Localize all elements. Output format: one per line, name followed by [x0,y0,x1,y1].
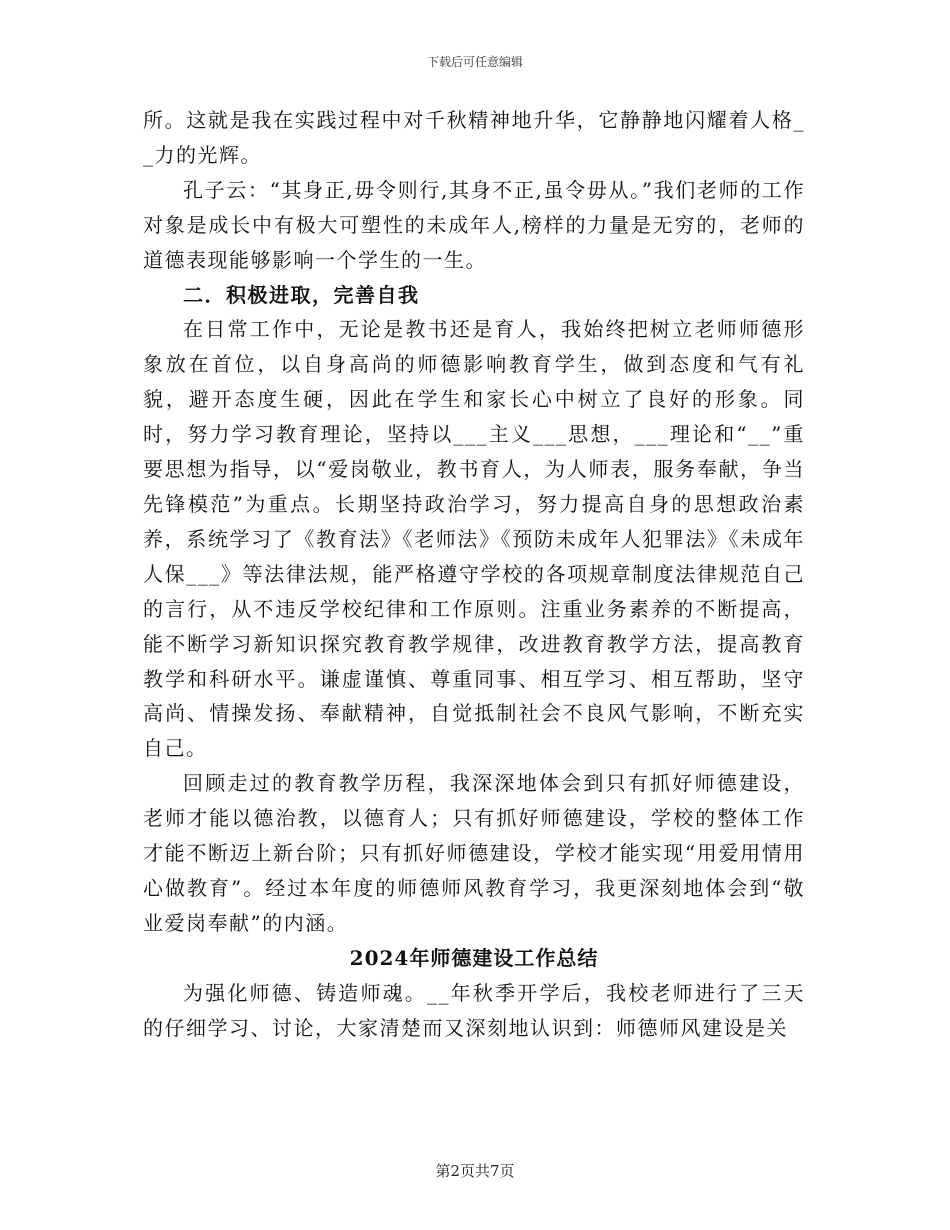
paragraph-5: 为强化师德、铸造师魂。__年秋季开学后，我校老师进行了三天的仔细学习、讨论，大家清楚而又深刻地认识到：师德师风建设是关 [143,980,805,1040]
paragraph-3: 在日常工作中，无论是教书还是育人，我始终把树立老师师德形象放在首位，以自身高尚的师德影响教育学生，做到态度和气有礼貌，避开态度生硬，因此在学生和家长心中树立了良好的形象。同时，努力学习教育理论，坚持以___主义___思想，___理论和“__”重要思想为指导，以“爱岗敬业，教书育人，为人师表，服务奉献，争当先锋模范”为重点。长期坚持政治学习，努力提高自身的思想政治素养，系统学习了《教育法》《老师法》《预防未成年人犯罪法》《未成年人保___》等法律法规，能严格遵守学校的各项规章制度法律规范自己的言行，从不违反学校纪律和工作原则。注重业务素养的不断提高，能不断学习新知识探究教育教学规律，改进教育教学方法，提高教育教学和科研水平。谦虚谨慎、尊重同事、相互学习、相互帮助，坚守高尚、情操发扬、奉献精神，自觉抵制社会不良风气影响，不断充实自己。 [143,317,805,761]
document-body [143,103,805,1045]
page-footer: 第2页共7页 [435,1162,515,1180]
page-header: 下载后可任意编辑 [426,55,523,69]
document-title: 2024年师德建设工作总结 [349,945,599,970]
paragraph-1: 所。这就是我在实践过程中对千秋精神地升华，它静静地闪耀着人格__力的光辉。 [143,108,805,167]
paragraph-2: 孔子云：“其身正,毋令则行,其身不正,虽令毋从。”我们老师的工作对象是成长中有极大可塑性的未成年人,榜样的力量是无穷的，老师的道德表现能够影响一个学生的一生。 [143,177,805,272]
paragraph-4: 回顾走过的教育教学历程，我深深地体会到只有抓好师德建设，老师才能以德治教，以德育人；只有抓好师德建设，学校的整体工作才能不断迈上新台阶；只有抓好师德建设，学校才能实现“用爱用情用心做教育”。经过本年度的师德师风教育学习，我更深刻地体会到“敬业爱岗奉献”的内涵。 [143,771,805,935]
section-heading: 二．积极进取，完善自我 [183,282,420,307]
